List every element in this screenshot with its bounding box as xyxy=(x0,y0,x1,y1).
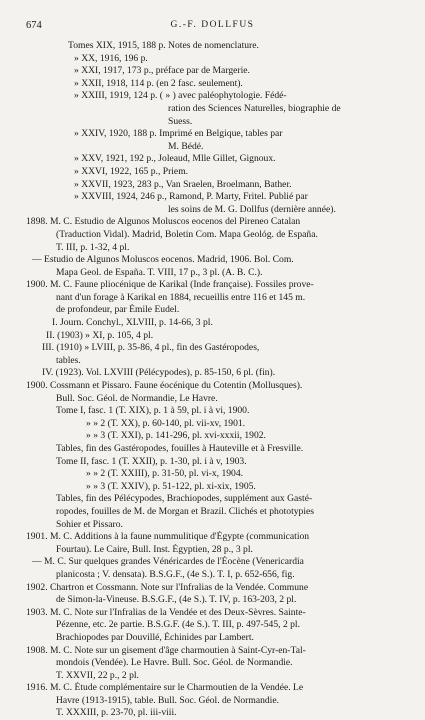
text-line: » XXVII, 1923, 283 p., Van Sraelen, Broelmann, Bather. xyxy=(74,178,292,190)
text-line: 1898. M. C. Estudio de Algunos Moluscos eocenos del Pireneo Catalan xyxy=(26,216,301,228)
text-line: IV. (1923). Vol. LXVIII (Pélécypodes), p. 85-150, 6 pl. (fin). xyxy=(42,367,276,379)
text-line: mondois (Vendée). Le Havre. Bull. Soc. Géol. de Normandie. xyxy=(56,657,293,669)
text-line: Pézenne, etc. 2e partie. B.S.G.F. (4e S.). T. III, p. 497-545, 2 pl. xyxy=(56,619,300,631)
text-line: de Simon-la-Vineuse. B.S.G.F., (4e S.). T. IV, p. 163-203, 2 pl. xyxy=(56,594,297,606)
page-header xyxy=(0,20,425,34)
text-line: » » 2 (T. XX), p. 60-140, pl. vii-xv, 1901. xyxy=(86,417,246,429)
text-line: — M. C. Sur quelques grandes Vénéricardes de l'Éocène (Venericardia xyxy=(32,556,304,568)
text-line: ropodes, fouilles de M. de Morgan et Brazil. Clichés et phototypies xyxy=(56,505,315,517)
text-line: Mapa Geol. de España. T. VIII, 17 p., 3 pl. (A. B. C.). xyxy=(56,266,263,278)
text-line: II. (1903) » XI, p. 105, 4 pl. xyxy=(46,329,154,341)
text-line: » XXV, 1921, 192 p., Joleaud, Mlle Gillet, Gignoux. xyxy=(74,153,276,165)
text-line: T. XXVII, 22 p., 2 pl. xyxy=(56,669,139,681)
text-line: Tome II, fasc. 1 (T. XXII), p. 1-30, pl. i à v, 1903. xyxy=(56,455,247,467)
text-line: Sohier et Pissaro. xyxy=(56,518,123,530)
text-line: nant d'un forage à Karikal en 1884, recueillis entre 116 et 145 m. xyxy=(56,291,306,303)
text-line: 1900. M. C. Faune pliocénique de Karikal (Inde française). Fossiles prove- xyxy=(26,279,314,291)
text-line: III. (1910) » LVIII, p. 35-86, 4 pl., fin des Gastéropodes, xyxy=(42,342,260,354)
text-line: T. III, p. 1-32, 4 pl. xyxy=(56,241,130,253)
text-line: » » 3 (T. XXI), p. 141-296, pl. xvi-xxxii, 1902. xyxy=(86,430,266,442)
text-line: (Traduction Vidal). Madrid, Boletin Com. Mapa Geológ. de España. xyxy=(56,228,318,240)
running-title: G.-F. DOLLFUS xyxy=(170,20,255,30)
text-line: 1902. Chartron et Cossmann. Note sur l'Infralias de la Vendée. Commune xyxy=(26,581,309,593)
text-line: 1903. M. C. Note sur l'Infralias de la Vendée et des Deux-Sèvres. Sainte- xyxy=(26,606,306,618)
text-line: » XXI, 1917, 173 p., préface par de Margerie. xyxy=(74,65,250,77)
text-line: » XXVI, 1922, 165 p., Priem. xyxy=(74,165,189,177)
text-line: — Estudio de Algunos Moluscos eocenos. Madrid, 1906. Bol. Com. xyxy=(32,254,294,266)
text-line: Tables, fin des Gastéropodes, fouilles à Hauteville et à Fresville. xyxy=(56,443,304,454)
text-line: planicosta ; V. densata). B.S.G.F., (4e S.). T. I, p. 652-656, fig. xyxy=(56,568,295,580)
text-line: Havre (1913-1915), table. Bull. Soc. Géol. de Normandie. xyxy=(56,694,279,706)
text-line: les soins de M. G. Dollfus (dernière année). xyxy=(168,203,336,215)
bibliography-text xyxy=(26,40,406,720)
text-line: Tome I, fasc. 1 (T. XIX), p. 1 à 59, pl. i à vi, 1900. xyxy=(56,405,250,417)
text-line: » XXVIII, 1924, 246 p., Ramond, P. Marty, Fritel. Publié par xyxy=(74,191,308,203)
text-line: » XXIV, 1920, 188 p. Imprimé en Belgique, tables par xyxy=(74,128,283,140)
text-line: » » 2 (T. XXIII), p. 31-50, pl. vi-x, 1904. xyxy=(86,468,244,480)
text-line: 1908. M. C. Note sur un gisement d'âge charmoutien à Saint-Cyr-en-Tal- xyxy=(26,644,306,656)
text-line: ration des Sciences Naturelles, biographie de xyxy=(168,102,341,114)
text-line: 1916. M. C. Étude complémentaire sur le Charmoutien de la Vendée. Le xyxy=(26,682,304,694)
text-line: Suess. xyxy=(168,115,193,127)
text-line: T. XXXIII, p. 23-70, pl. iii-viii. xyxy=(56,707,177,719)
text-line: » XXII, 1918, 114 p. (en 2 fasc. seulement). xyxy=(74,77,243,89)
text-line: » XXIII, 1919, 124 p. ( » ) avec paléophytologie. Fédé- xyxy=(74,90,287,102)
text-line: » » 3 (T. XXIV), p. 51-122, pl. xi-xix, 1905. xyxy=(86,480,256,492)
text-line: » XX, 1916, 196 p. xyxy=(74,52,148,64)
text-line: de profondeur, par Émile Eudel. xyxy=(56,304,180,316)
page-number: 674 xyxy=(26,20,42,31)
text-line: Brachiopodes par Douvillé, Échinides par Lambert. xyxy=(56,631,254,643)
text-line: I. Journ. Conchyl., XLVIII, p. 14-66, 3 pl. xyxy=(52,317,213,329)
text-line: Bull. Soc. Géol. de Normandie, Le Havre. xyxy=(56,392,218,404)
text-line: Fourtau). Le Caire, Bull. Inst. Égyptien, 28 p., 3 pl. xyxy=(56,543,253,555)
text-line: 1900. Cossmann et Pissaro. Faune éocénique du Cotentin (Mollusques). xyxy=(26,380,303,392)
text-line: tables. xyxy=(56,354,81,366)
text-line: 1901. M. C. Additions à la faune nummulitique d'Égypte (communication xyxy=(26,531,310,543)
text-line: Tomes XIX, 1915, 188 p. Notes de nomenclature. xyxy=(68,40,259,51)
text-line: M. Bédé. xyxy=(168,140,204,152)
text-line: Tables, fin des Pélécypodes, Brachiopodes, supplément aux Gasté- xyxy=(56,493,313,505)
